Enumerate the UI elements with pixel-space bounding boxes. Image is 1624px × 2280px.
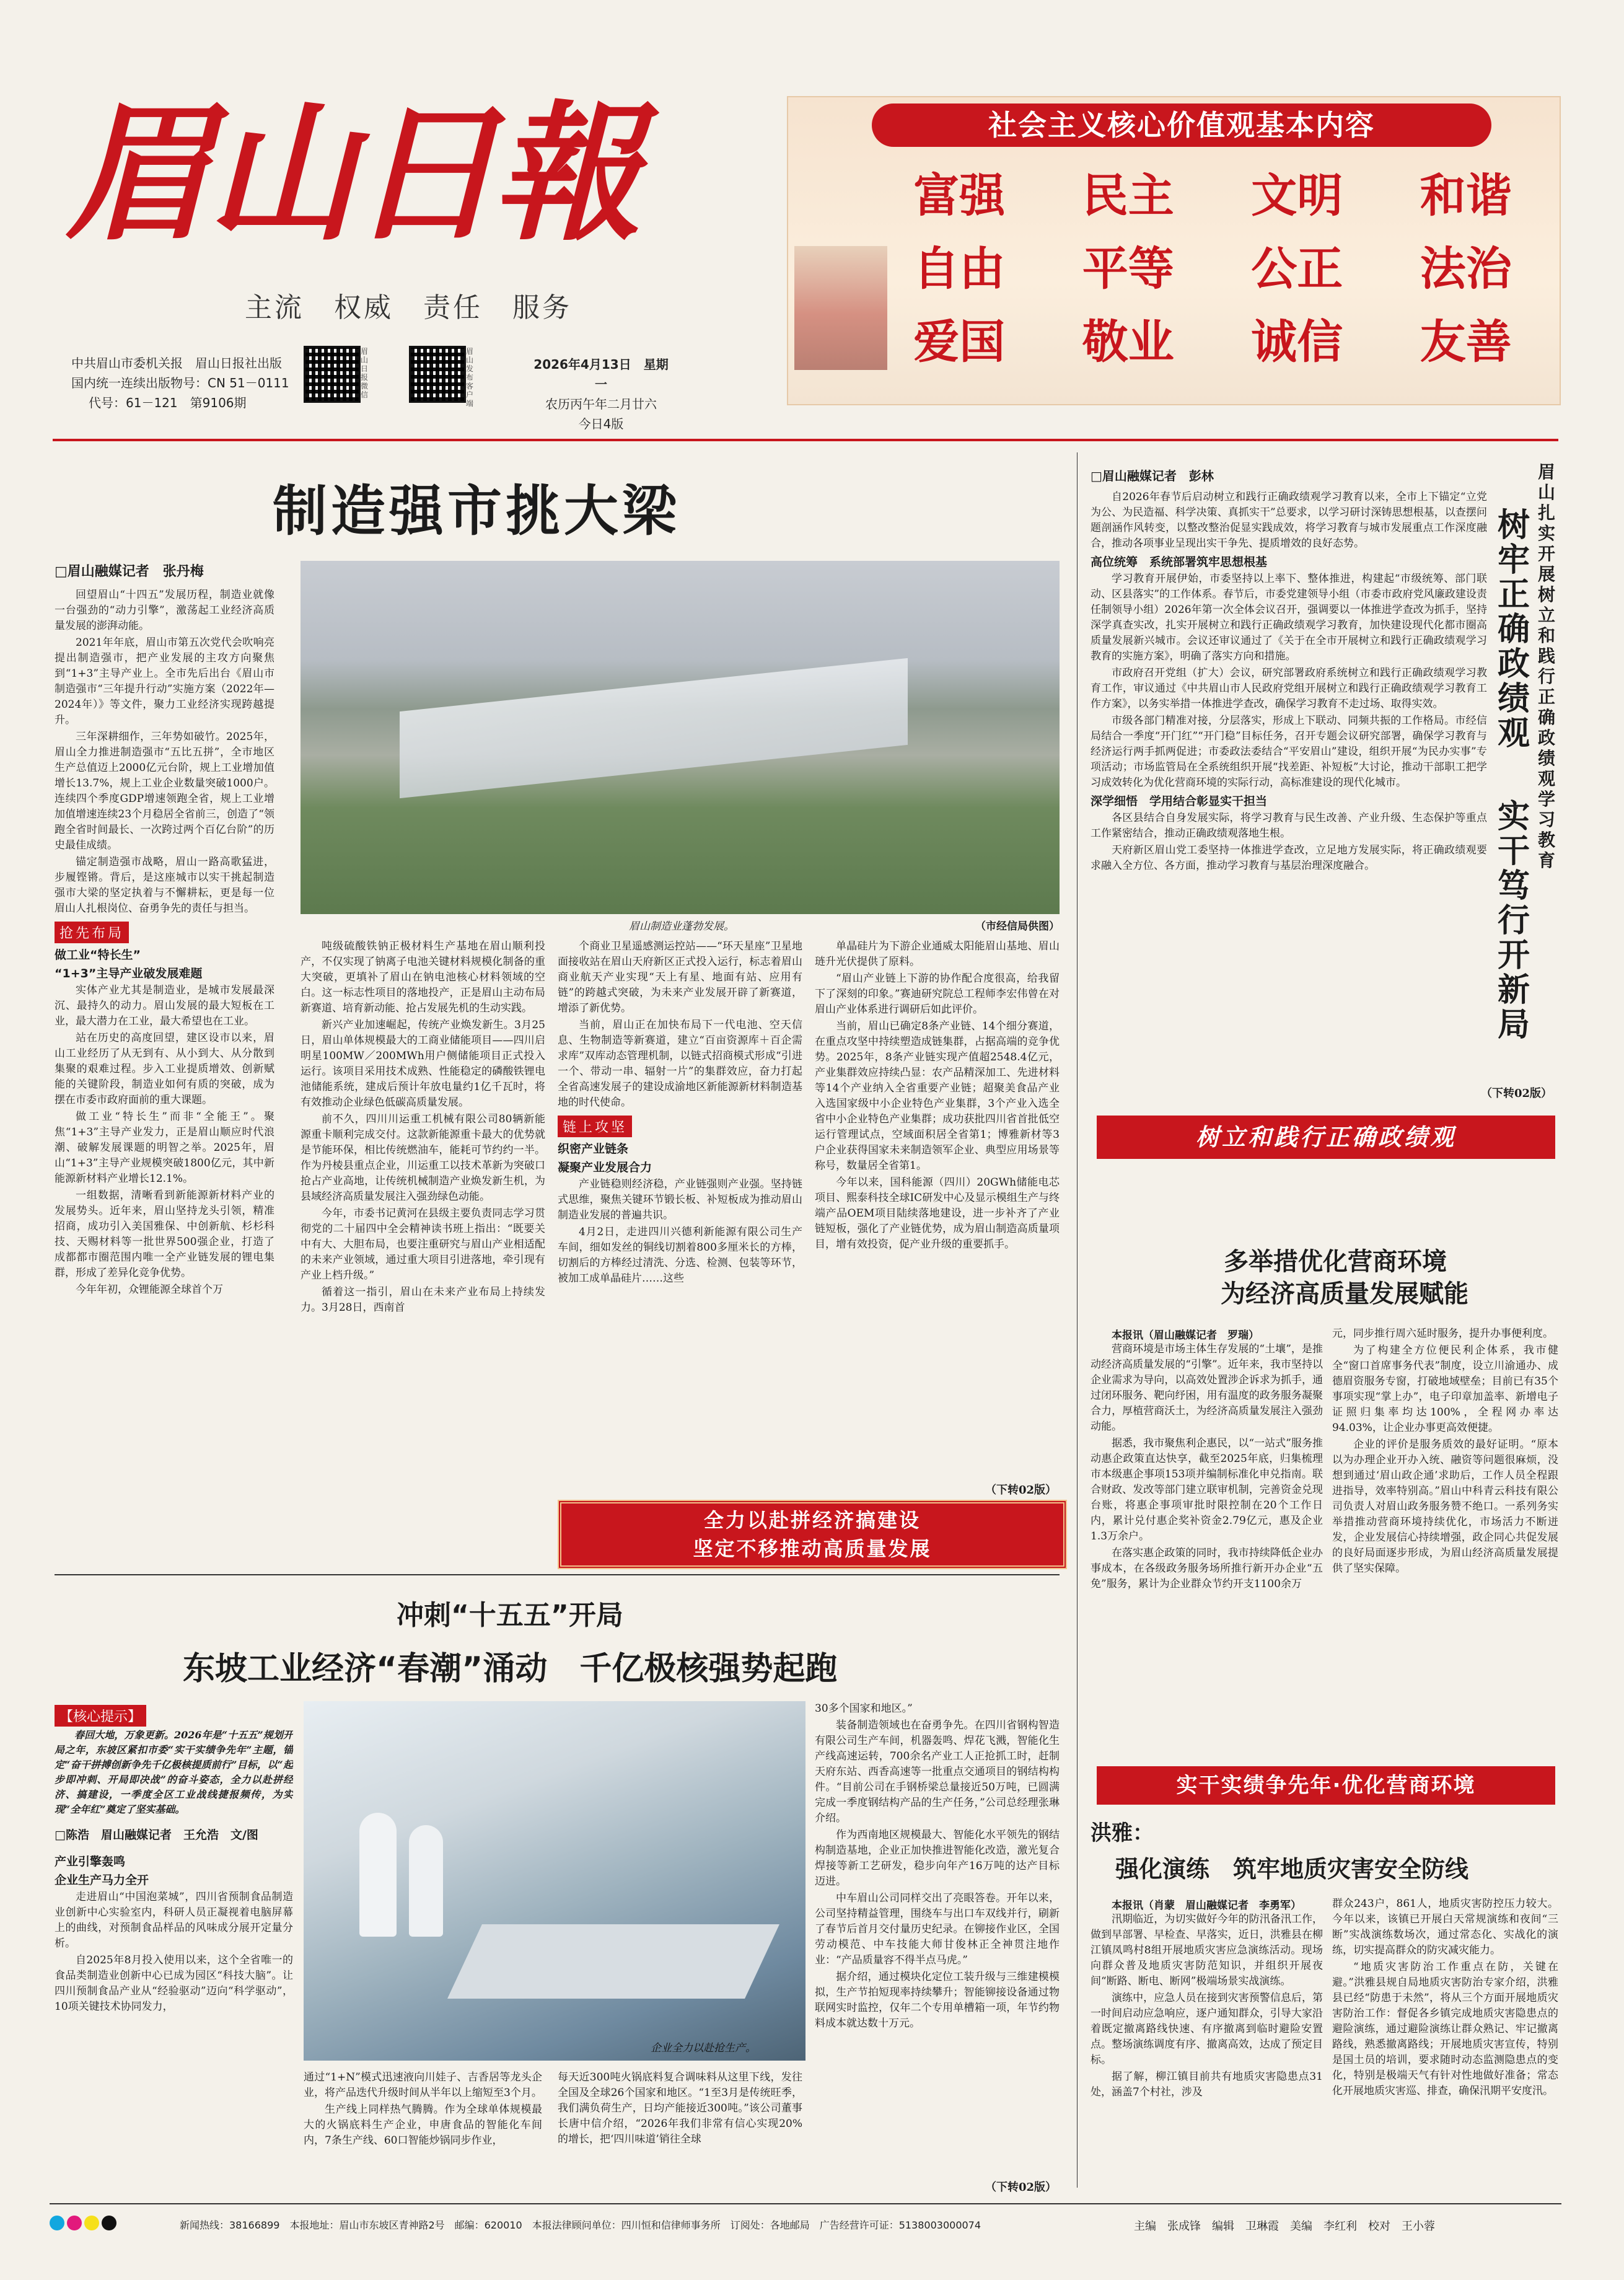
lead-column-1 [55, 588, 274, 1523]
value-justice: 公正 [1251, 242, 1343, 296]
black-mark [102, 2216, 116, 2230]
lead-col1b-p2: 站在历史的高度回望，建区设市以来，眉山工业经历了从无到有、从小到大、从分散到集聚的艰难过程。步入工业提质增效、创新赋能的关键阶段，制造业如何有质的突破，成为摆在市委市政府面前的重大课题。 [55, 1032, 274, 1106]
second-col1-p1: 走进眉山“中国泡菜城”，四川省预制食品制造业创新中心实验室内，科研人员正凝视着电脑屏幕上的曲线，对预制食品样品的风味成分展开定量分析。 [55, 1891, 293, 1950]
business-column-1 [1091, 1326, 1323, 1754]
flood-column-2 [1332, 1896, 1558, 2188]
business-col1-p3: 在落实惠企政策的同时，我市持续降低企业办事成本，在各级政务服务场所推行新开办企业“五免”服务，累计为企业群众节约开支1100余万 [1091, 1547, 1323, 1590]
core-values-row-2 [875, 232, 1550, 306]
lead-photo-credit: （市经信局供图） [975, 920, 1060, 933]
lead-col1-p1: 回望眉山“十四五”发展历程，制造业就像一台强劲的“动力引擎”，激荡起工业经济高质量发展的澎湃动能。 [55, 589, 274, 632]
side-p2-2: 天府新区眉山党工委坚持一体推进学查改，立足地方发展实际，将正确政绩观要求融入全方位、各方面，推动学习教育与基层治理深度融合。 [1091, 844, 1487, 872]
footer-rule [50, 2203, 1561, 2204]
lead-col1b-p1: 实体产业尤其是制造业，是城市发展最深沉、最持久的动力。眉山发展的最大短板在工业，最大潜力在工业，最大希望也在工业。 [55, 984, 274, 1028]
lead-col4-p1: 单晶硅片为下游企业通威太阳能眉山基地、眉山琏升光伏提供了原料。 [815, 940, 1060, 968]
second-col4-p1: 30多个国家和地区。” [815, 1702, 913, 1715]
second-col4-p2: 装备制造领域也在奋勇争先。在四川省钢构智造有限公司生产车间，机器轰鸣、焊花飞溅，智能化生产线高速运转，700余名产业工人正抢抓工时，赶制天府东站、西香高速等一批重点交通项目的钢结构构件。“目前公司在手钢桥梁总量接近50万吨，已圆满完成一季度钢结构产品的生产任务，”公司总经理张琳介绍。 [815, 1719, 1060, 1824]
qr-caption-wechat: 眉山日报微信 [361, 347, 369, 399]
publisher-line-1: 中共眉山市委机关报 眉山日报社出版 [71, 356, 282, 371]
second-sub-b: 企业生产马力全开 [55, 1873, 149, 1887]
value-patriotism: 爱国 [913, 315, 1006, 369]
slogan-line-1: 全力以赴拼经济搞建设 [703, 1508, 921, 1532]
photo-worker-2 [409, 1825, 443, 1937]
side-intro: 自2026年春节后启动树立和践行正确政绩观学习教育以来，全市上下锚定“立党为公、为民造福、科学决策、真抓实干”总要求，以学习研讨深铸思想根基，以查摆问题剖涵作风转变，以整改整治促显实践成效，将学习教育与城市发展重点工作深度融合，推动各项事业呈现出实干争先、提质增效的良好态势。 [1091, 491, 1487, 550]
right-column-divider [1077, 452, 1078, 2188]
masthead-slogan: 主流 权威 责任 服务 [245, 292, 572, 324]
second-photo-caption: 企业全力以赴抢生产。 [651, 2042, 756, 2054]
value-dedication: 敬业 [1082, 315, 1174, 369]
tiananmen-illustration [794, 246, 887, 370]
flood-column-1 [1091, 1896, 1323, 2188]
date-block [530, 354, 672, 434]
lead-sub-1b: “1+3”主导产业破发展难题 [55, 967, 203, 980]
core-values-grid [875, 159, 1550, 379]
side-column [1091, 490, 1487, 1103]
side-section-banner: 树立和践行正确政绩观 [1097, 1116, 1555, 1159]
flood-col1-p2: 演练中，应急人员在接到灾害预警信息后，第一时间启动应急响应，逐户通知群众，引导大家沿着既定撤离路线快速、有序撤离到临时避险安置点。整场演练调度有序、撤离高效，达成了预定目标。 [1091, 1992, 1323, 2066]
lead-column-4 [815, 939, 1060, 1472]
side-continue[interactable]: （下转02版） [1481, 1087, 1553, 1100]
lead-slogan-banner [558, 1500, 1067, 1569]
business-headline-1: 多举措优化营商环境 [1224, 1248, 1447, 1276]
photo-conveyor [447, 1924, 779, 1999]
core-values-heading: 社会主义核心价值观基本内容 [872, 103, 1491, 147]
value-civility: 文明 [1251, 169, 1343, 222]
masthead [53, 74, 765, 434]
lead-col2-p1: 吨级硫酸铁钠正极材料生产基地在眉山顺利投产，不仅实现了钠离子电池关键材料规模化制备的重大突破，更填补了眉山在钠电池核心材料领域的空白。这一标志性项目的落地投产，正是眉山主动布局新赛道、培育新动能、抢占发展先机的生动实践。 [301, 940, 545, 1015]
side-byline: □眉山融媒记者 彭林 [1091, 469, 1214, 483]
footer-info: 新闻热线：38166899 本报地址：眉山市东坡区青神路2号 邮编：620010 本报法律顾问单位：四川恒和信律师事务所 订阅处：各地邮局 广告经营许可证：5138003000074 [180, 2219, 981, 2231]
yellow-mark [84, 2216, 99, 2230]
lead-col3b-p2: 4月2日，走进四川兴德利新能源有限公司生产车间，细如发丝的铜线切割着800多厘米长的方棒，切割后的方棒经过清洗、分选、检测、包装等环节，被加工成单晶硅片……这些 [558, 1226, 802, 1285]
second-column-4 [815, 1701, 1060, 2178]
lunar-date: 农历丙午年二月廿六 [545, 397, 657, 412]
second-byline: □陈浩 眉山融媒记者 王允浩 文/图 [55, 1828, 258, 1842]
flood-col2-p1: 群众243户，861人，地质灾害防控压力较大。今年以来，该镇已开展白天常规演练和夜间“三断”实战演练数场次，通过常态化、实战化的演练，切实提高群众的防灾减灾能力。 [1332, 1898, 1558, 1956]
flood-col1-p1: 汛期临近，为切实做好今年的防汛备汛工作，做到早部署、早检查、早落实，近日，洪雅县在柳江镇凤鸣村8组开展地质灾害应急演练活动。现场向群众普及地质灾害防范知识，并组织开展夜间“断路、断电、断网”极端场景实战演练。 [1091, 1913, 1323, 1987]
business-column-2 [1332, 1326, 1558, 1754]
lead-col1b-p5: 今年年初，众锂能源全球首个万 [76, 1283, 223, 1296]
business-section-banner: 实干实绩争先年·优化营商环境 [1097, 1766, 1555, 1805]
value-harmony: 和谐 [1420, 169, 1512, 222]
lead-col4-p2: “眉山产业链上下游的协作配合度很高，给我留下了深刻的印象。”赛迪研究院总工程师李宏伟曾在对眉山产业体系进行调研后如此评价。 [815, 972, 1060, 1016]
masthead-divider [53, 439, 1558, 441]
side-subhead-2: 深学细悟 学用结合彰显实干担当 [1091, 794, 1268, 808]
value-equality: 平等 [1082, 242, 1174, 296]
second-col1-p2: 自2025年8月投入使用以来，这个全省唯一的食品类制造业创新中心已成为园区“科技大脑”。让四川预制食品产业从“经验驱动”迈向“科学驱动”，10项关键技术协同发力， [55, 1954, 293, 2013]
lead-continue[interactable]: （下转02版） [985, 1484, 1057, 1497]
qr-code-wechat[interactable] [304, 346, 361, 403]
core-values-row-1 [875, 159, 1550, 232]
lead-col2-p5: 循着这一指引，眉山在未来产业布局上持续发力。3月28日，西南首 [301, 1286, 545, 1314]
value-freedom: 自由 [913, 242, 1006, 296]
lead-col1-p3: 三年深耕细作，三年势如破竹。2025年，眉山全力推进制造强市“五比五拼”，全市地区生产总值迈上2000亿元台阶，规上工业增加值增长13.7%，规上工业企业数量突破1000户。连续四个季度GDP增速领跑全省，规上工业增加值增速连续23个月稳居全省前三，创造了“领跑全省时间最长、一次跨过两个百亿台阶”的历史最佳成绩。 [55, 731, 274, 852]
lead-tag-1: 抢先布局 [55, 922, 129, 943]
side-headline-1: 树牢正确政绩观 [1497, 507, 1530, 752]
lead-photo-caption-text: 眉山制造业蓬勃发展。 [629, 920, 734, 933]
business-headline [1091, 1246, 1555, 1310]
qr-code-app[interactable] [409, 346, 466, 403]
masthead-title: 眉山日報 [65, 86, 636, 261]
value-friendliness: 友善 [1420, 315, 1512, 369]
business-col2-p3: 企业的评价是服务质效的最好证明。“原本以为办理企业开办入统、融资等问题很麻烦，没想到通过‘眉山政企通’求助后，工作人员全程跟进指导，效率特别高。”眉山中科青云科技有限公司负责人对眉山政务服务赞不绝口。一系列务实举措推动营商环境持续优化，市场活力不断迸发，企业发展信心持续增强，政企同心共促发展的良好局面逐步形成，为眉山经济高质量发展提供了坚实保障。 [1332, 1438, 1558, 1575]
lead-tag-2: 链上攻坚 [558, 1116, 632, 1137]
second-tag: 【核心提示】 [55, 1705, 146, 1727]
lead-col1b-p3: 做工业“特长生”而非“全能王”。聚焦“1+3”主导产业发力，正是眉山顺应时代浪潮、破解发展课题的明智之举。2025年，眉山“1+3”主导产业规模突破1800亿元，其中新能源新材料产业增长12.1%。 [55, 1111, 274, 1185]
lead-col4-p3: 当前，眉山已确定8条产业链、14个细分赛道，在重点攻坚中持续塑造成链集群，占据高端的竞争优势。2025年，8条产业链实现产值超2548.4亿元，产业集群效应持续凸显：农产品精深加工、先进材料等14个产业纳入全省重要产业链；超聚美食品产业入选国家级中小企业特色产业集群，3个产业入选全省中小企业特色产业集群；成功获批四川省首批低空运行管理试点，空域面积居全省第1；博雅新材等3户企业获得国家未来制造领军企业、典型应用场景等称号，数量居全省第1。 [815, 1020, 1060, 1172]
flood-byline: 本报讯（肖蒙 眉山融媒记者 李勇军） [1112, 1899, 1301, 1912]
second-column-3 [558, 2070, 802, 2191]
photo-worker-1 [359, 1813, 397, 1937]
lead-sub-2b: 凝聚产业发展合力 [558, 1161, 652, 1174]
page-count: 今日4版 [578, 416, 624, 431]
business-col1-p2: 据悉，我市聚焦利企惠民，以“一站式”服务推动惠企政策直达快享，截至2025年底，归集梳理市本级惠企事项153项并编制标准化申兑指南。联合财政、发改等部门建立联审机制，完善资金兑现台账，将惠企事项审批时限控制在20个工作日内，累计兑付惠企奖补资金2.79亿元，惠及企业1.3万余户。 [1091, 1437, 1323, 1543]
second-sub-a: 产业引擎轰鸣 [55, 1855, 126, 1868]
publisher-info [71, 353, 289, 413]
lead-photo-factory[interactable] [301, 561, 1060, 914]
lead-sub-1a: 做工业“特长生” [55, 948, 141, 962]
business-headline-2: 为经济高质量发展赋能 [1221, 1280, 1468, 1308]
second-kicker: 冲刺“十五五”开局 [397, 1600, 623, 1631]
side-p1-3: 市级各部门精准对接，分层落实，形成上下联动、同频共振的工作格局。市经信局结合一季度“开门红”“开门稳”目标任务，召开专题会议研究部署，确保学习教育与经济运行两手抓两促进；市委政法委结合“平安眉山”建设，组织开展“为民办实事”专项活动；市场监管局在全系统组织开展“找差距、补短板”大讨论，推动干部职工把学习成效转化为优化营商环境的实际行动，高标准建设的现代化城市。 [1091, 715, 1487, 789]
second-col4-p5: 据介绍，通过模块化定位工装升级与三维建模模拟，生产节拍短现率持续攀升；智能铆接设备通过物联网实时监控，仅年二个专用单槽箱一项，年节约物料成本就达数十万元。 [815, 1971, 1060, 2030]
business-col1-p1: 营商环境是市场主体生存发展的“土壤”，是推动经济高质量发展的“引擎”。近年来，我市坚持以企业需求为导向，以高效处置涉企诉求为抓手，通过闭环服务、靶向纾困，用有温度的政务服务凝聚合力，厚植营商沃土，为经济高质量发展注入强劲动能。 [1091, 1343, 1323, 1433]
value-prosperity: 富强 [913, 169, 1006, 222]
business-col2-p1: 元，同步推行周六延时服务，提升办事便利度。 [1332, 1327, 1553, 1340]
value-rule-of-law: 法治 [1420, 242, 1512, 296]
lead-column-2 [301, 939, 545, 1534]
lead-col3-p2: 当前，眉山正在加快布局下一代电池、空天信息、生物制造等新赛道，建立“百亩资源库＋百企需求库”双库动态管理机制，以链式招商模式形成“引进一个、带动一串、辐射一片”的集群效应，奋力打起全省高速发展子的建设成渝地区新能源新材料制造基地的时代使命。 [558, 1019, 802, 1109]
second-col2-p2: 生产线上同样热气腾腾。作为全球单体规模最大的火锅底料生产企业，申唐食品的智能化车间内，7条生产线、60口智能炒锅同步作业， [304, 2103, 542, 2147]
lead-sub-2a: 织密产业链条 [558, 1142, 629, 1156]
publisher-line-2: 国内统一连续出版物号：CN 51－0111 [71, 376, 289, 390]
lead-col2-p2: 新兴产业加速崛起，传统产业焕发新生。3月25日，眉山单体规模最大的工商业储能项目——四川启明星100MW／200MWh用户侧储能项目正式投入运行。该项目采用技术成熟、性能稳定的磷酸铁锂电池储能系统，建成后预计年放电量约1亿千瓦时，将有效推动企业绿色低碳高质量发展。 [301, 1019, 545, 1109]
flood-headline: 强化演练 筑牢地质灾害安全防线 [1115, 1855, 1469, 1883]
magenta-mark [67, 2216, 82, 2230]
value-democracy: 民主 [1082, 169, 1174, 222]
core-values-row-3 [875, 306, 1550, 379]
lead-headline: 制造强市挑大梁 [273, 479, 681, 543]
publisher-line-3: 代号：61－121 第9106期 [89, 395, 247, 410]
second-photo-production[interactable] [304, 1701, 805, 2061]
business-byline: 本报讯（眉山融媒记者 罗瑞） [1112, 1329, 1259, 1342]
side-subhead-1: 高位统筹 系统部署筑牢思想根基 [1091, 555, 1268, 569]
second-headline: 东坡工业经济“春潮”涌动 千亿极核强势起跑 [183, 1650, 838, 1688]
flood-location: 洪雅： [1091, 1821, 1154, 1846]
second-col4-p3: 作为西南地区规模最大、智能化水平领先的钢结构制造基地，企业正加快推进智能化改造，激光复合焊接等新工艺研发，稳步向年产16万吨的达产目标迈进。 [815, 1829, 1060, 1888]
side-p2-1: 各区县结合自身发展实际，将学习教育与民生改善、产业升级、生态保护等重点工作紧密结合，推动正确政绩观落地生根。 [1091, 812, 1487, 840]
issue-date: 2026年4月13日 星期一 [533, 357, 669, 392]
lead-column-3 [558, 939, 802, 1478]
lead-col4-p4: 今年以来，国科能源（四川）20GWh储能电芯项目、熙泰科技全球IC研发中心及显示模组生产与终端产品OEM项目陆续落地建设，进一步补齐了产业链短板，强化了产业链优势，成为眉山制造高质量项目，增有效投资，促产业升级的重要抓手。 [815, 1176, 1060, 1251]
side-p1-1: 学习教育开展伊始，市委坚持以上率下、整体推进，构建起“市级统筹、部门联动、区县落实”的工作体系。春节后，市委党建领导小组（市委市政府党风廉政建设责任制领导小组）2026年第一次全体会议召开，强调要以一体推进学查改为抓手，坚持深学真查实改，扎实开展树立和践行正确政绩观学习教育，加快建设现代化都市圈高质量发展新兴城市。会议还审议通过了《关于在全市开展树立和践行正确政绩观学习教育的实施方案》，明确了落实方向和措施。 [1091, 573, 1487, 662]
value-integrity: 诚信 [1251, 315, 1343, 369]
cyan-mark [50, 2216, 64, 2230]
second-col4-p4: 中车眉山公司同样交出了亮眼答卷。开年以来，公司坚持精益管理，围绕车与出口车双线并行，刷新了春节后首月交付量历史纪录。在铆接作业区，全国劳动模范、中车技能大师甘俊林正全神贯注地作业：“产品质量容不得半点马虎。” [815, 1892, 1060, 1966]
lead-col3-p1: 个商业卫星遥感测运控站——“环天星座”卫星地面接收站在眉山天府新区正式投入运行，标志着眉山商业航天产业实现“天上有星、地面有站、应用有链”的跨越式突破，为未来产业发展开辟了新赛道，增添了新优势。 [558, 940, 802, 1015]
lead-col1b-p4: 一组数据，清晰看到新能源新材料产业的发展势头。近年来，眉山坚持龙头引领，精准招商，成功引入美国雅保、中创新航、杉杉科技、天赐材料等一批世界500强企业，打造了成都都市圈范围内唯一全产业链发展的锂电集群，形成了差异化竞争优势。 [55, 1189, 274, 1279]
second-col3-p1: 每天近300吨火锅底料复合调味料从这里下线，发往全国及全球26个国家和地区。“1至3月是传统旺季，我们满负荷生产，日均产能接近300吨。”该公司董事长唐中信介绍，“2026年我们非常有信心实现20%的增长，把‘四川味道’销往全球 [558, 2071, 802, 2146]
second-continue[interactable]: （下转02版） [985, 2181, 1057, 2194]
second-article-divider [55, 1574, 1060, 1575]
lead-col2-p4: 今年，市委书记黄河在县级主要负责同志学习贯彻党的二十届四中全会精神读书班上指出：“既要关中有大、大胆布局，也要注重研究与眉山产业相适配的未来产业领域，通过重大项目引进落地，牵引现有产业上档升级。” [301, 1207, 545, 1282]
qr-caption-app: 眉山发布客户端 [466, 347, 474, 408]
lead-col1-p2: 2021年年底，眉山市第五次党代会吹响亮提出制造强市，把产业发展的主攻方向聚焦到“1+3”主导产业上。全市先后出台《眉山市制造强市“三年提升行动”实施方案（2022年—2024年）》等文件，聚力工业经济实现跨越提升。 [55, 636, 274, 726]
lead-col2-p3: 前不久，四川川运重工机械有限公司80辆新能源重卡顺利完成交付。这款新能源重卡最大的优势就是节能环保，相比传统燃油车，能耗可节约约一半。作为丹棱县重点企业，川运重工以技术革新为突破口抢占产业高地，让传统机械制造产业焕发新生机，为县域经济高质量发展注入强劲绿色动能。 [301, 1113, 545, 1203]
second-col2-p1: 通过“1+N”模式迅速液向川娃子、吉香居等龙头企业，将产品迭代升级时间从半年以上缩短至3个月。 [304, 2071, 542, 2099]
side-p1-2: 市政府召开党组（扩大）会议，研究部署政府系统树立和践行正确政绩观学习教育工作，审议通过《中共眉山市人民政府党组开展树立和践行正确政绩观学习教育工作方案》，以务实举措一体推进学查改，确保学习教育不走过场、取得实效。 [1091, 667, 1487, 710]
slogan-line-2: 坚定不移推动高质量发展 [693, 1537, 932, 1560]
lead-col1-p4: 锚定制造强市战略，眉山一路高歌猛进，步履铿锵。背后，是这座城市以实干挑起制造强市大梁的坚定执着与不懈耕耘，更是每一位眉山人扎根岗位、奋勇争先的责任与担当。 [55, 856, 274, 915]
lead-col3b-p1: 产业链稳则经济稳，产业链强则产业强。坚持链式思维，聚焦关键环节锻长板、补短板成为推动眉山制造业发展的普遍共识。 [558, 1178, 802, 1221]
lead-byline: □眉山融媒记者 张丹梅 [55, 563, 204, 579]
flood-col2-p2: “地质灾害防治工作重点在防，关键在避。”洪雅县规自局地质灾害防治专家介绍，洪雅县已经“防患于未然”，将从三个方面开展地质灾害防治工作：督促各乡镇完成地质灾害隐患点的避险演练，通过避险演练让群众熟记、牢记撤离路线，熟悉撤离路线；开展地质灾害宣传，特别是国土员的培训，要求随时动态监测隐患点的变化，特别是极端天气有针对性地做好准备；常态化开展地质灾害巡、排查，确保汛期平安度汛。 [1332, 1961, 1558, 2097]
side-kicker: 眉山扎实开展树立和践行正确政绩观学习教育 [1537, 462, 1555, 871]
print-color-marks [50, 2216, 118, 2233]
core-values-banner [787, 96, 1561, 405]
second-summary: 春回大地，万象更新。2026年是“十五五”规划开局之年，东坡区紧扣市委“实干实绩争先年”主题，锚定“奋干拼搏创新争先千亿极核提质前行”目标，以“起步即冲刺、开局即决战”的奋斗姿态，全力以赴拼经济、搞建设，一季度全区工业战线捷报频传，为实现“全年红”奠定了坚实基础。 [55, 1729, 293, 1815]
flood-col1-p3: 据了解，柳江镇目前共有地质灾害隐患点31处，涵盖7个村社，涉及 [1091, 2071, 1323, 2098]
business-col2-p2: 为了构建全方位便民利企体系，我市健全“窗口首席事务代表”制度，设立川渝通办、成德眉资服务专窗，打破地域壁垒；目前已有35个事项实现“掌上办”，电子印章加盖率、新增电子证照归集率均达100%，全程网办率达94.03%，让企业办事更高效便捷。 [1332, 1344, 1558, 1434]
second-column-1 [55, 1701, 293, 2191]
second-column-2 [304, 2070, 542, 2191]
footer-editors: 主编 张成锋 编辑 卫琳霞 美编 李红利 校对 王小蓉 [1134, 2220, 1435, 2233]
photo-factory-roofs [400, 658, 908, 798]
side-headline-2: 实干笃行开新局 [1497, 798, 1530, 1044]
